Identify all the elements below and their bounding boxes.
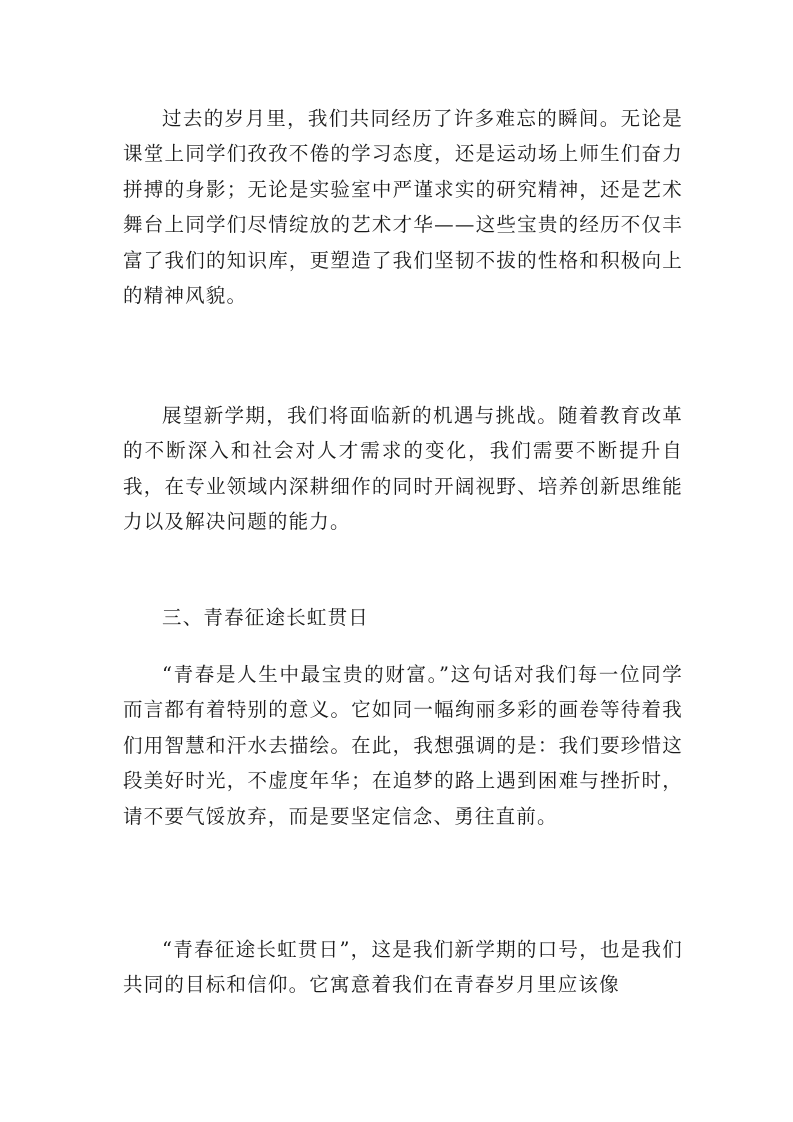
section-heading: 三、青春征途长虹贯日 <box>162 606 370 629</box>
paragraph-past-memories: 过去的岁月里，我们共同经历了许多难忘的瞬间。无论是课堂上同学们孜孜不倦的学习态度，还是运动场上师生们奋力拼搏的身影；无论是实验室中严谨求实的研究精神，还是艺术舞台上同学们尽情绽放的艺术才华——这些宝贵的经历不仅丰富了我们的知识库，更塑造了我们坚韧不拔的性格和积极向上的精神风貌。 <box>123 107 683 308</box>
paragraph-semester-slogan: “青春征途长虹贯日”，这是我们新学期的口号，也是我们共同的目标和信仰。它寓意着我们在青春岁月里应该像 <box>123 938 683 997</box>
paragraph-new-semester: 展望新学期，我们将面临新的机遇与挑战。随着教育改革的不断深入和社会对人才需求的变化，我们需要不断提升自我，在专业领域内深耕细作的同时开阔视野、培养创新思维能力以及解决问题的能力。 <box>123 404 683 534</box>
paragraph-youth-treasure: “青春是人生中最宝贵的财富。”这句话对我们每一位同学而言都有着特别的意义。它如同一幅绚丽多彩的画卷等待着我们用智慧和汗水去描绘。在此，我想强调的是：我们要珍惜这段美好时光，不虚度年华；在追梦的路上遇到困难与挫折时，请不要气馁放弃，而是要坚定信念、勇往直前。 <box>123 663 683 828</box>
